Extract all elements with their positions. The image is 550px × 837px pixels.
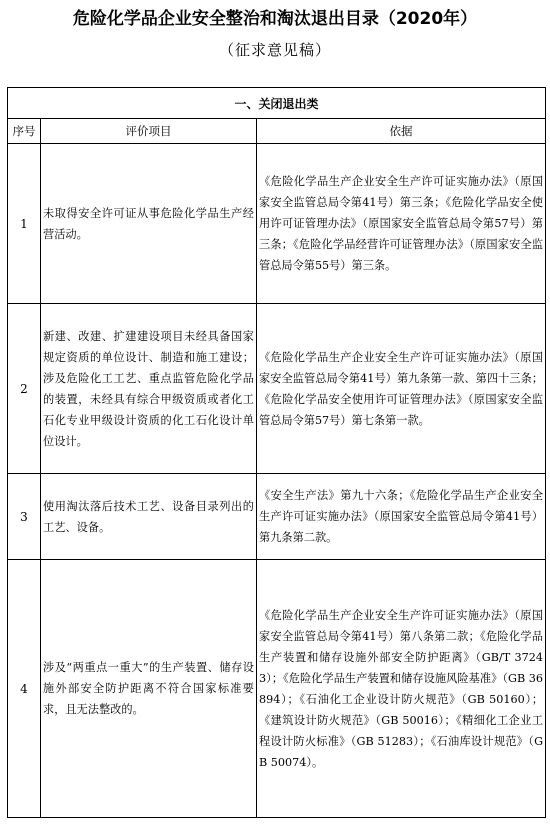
document-title: 危险化学品企业安全整治和淘汰退出目录（2020年） xyxy=(72,9,478,29)
header-num: 序号 xyxy=(8,119,41,144)
row-item: 使用淘汰落后技术工艺、设备目录列出的工艺、设备。 xyxy=(41,474,257,560)
row-item: 涉及“两重点一重大”的生产装置、储存设施外部安全防护距离不符合国家标准要求，且无法整改的。 xyxy=(41,560,257,818)
rectification-table xyxy=(7,87,546,818)
row-item: 未取得安全许可证从事危险化学品生产经营活动。 xyxy=(41,144,257,304)
table-row xyxy=(8,474,546,560)
table-row xyxy=(8,304,546,474)
header-row xyxy=(8,119,546,144)
row-basis: 《危险化学品生产企业安全生产许可证实施办法》（原国家安全监管总局令第41号）第三条；《危险化学品安全使用许可证管理办法》（原国家安全监管总局令第57号）第三条；《危险化学品经营许可证管理办法》（原国家安全监管总局令第55号）第三条。 xyxy=(257,144,546,304)
section-row xyxy=(8,88,546,119)
row-num: 4 xyxy=(8,560,41,818)
row-item: 新建、改建、扩建建设项目未经具备国家规定资质的单位设计、制造和施工建设；涉及危险化工工艺、重点监管危险化学品的装置，未经具有综合甲级资质或者化工石化专业甲级设计资质的化工石化设计单位设计。 xyxy=(41,304,257,474)
row-num: 3 xyxy=(8,474,41,560)
document-subtitle: （征求意见稿） xyxy=(218,41,331,59)
section-title: 一、关闭退出类 xyxy=(8,88,546,119)
row-num: 1 xyxy=(8,144,41,304)
header-basis: 依据 xyxy=(257,119,546,144)
row-num: 2 xyxy=(8,304,41,474)
row-basis: 《危险化学品生产企业安全生产许可证实施办法》（原国家安全监管总局令第41号）第九条第一款、第四十三条；《危险化学品安全使用许可证管理办法》（原国家安全监管总局令第57号）第七条第一款。 xyxy=(257,304,546,474)
header-item: 评价项目 xyxy=(41,119,257,144)
table-row xyxy=(8,144,546,304)
row-basis: 《危险化学品生产企业安全生产许可证实施办法》（原国家安全监管总局令第41号）第八条第二款；《危险化学品生产装置和储存设施外部安全防护距离》（GB/T 37243）；《危险化学品生产装置和储存设施风险基准》（GB 36894）；《石油化工企业设计防火规范》（GB 50160）；《建筑设计防火规范》（GB 50016）；《精细化工企业工程设计防火标准》（GB 51283）；《石油库设计规范》（GB 50074）。 xyxy=(257,560,546,818)
row-basis: 《安全生产法》第九十六条；《危险化学品生产企业安全生产许可证实施办法》（原国家安全监管总局令第41号）第九条第二款。 xyxy=(257,474,546,560)
table-row xyxy=(8,560,546,818)
